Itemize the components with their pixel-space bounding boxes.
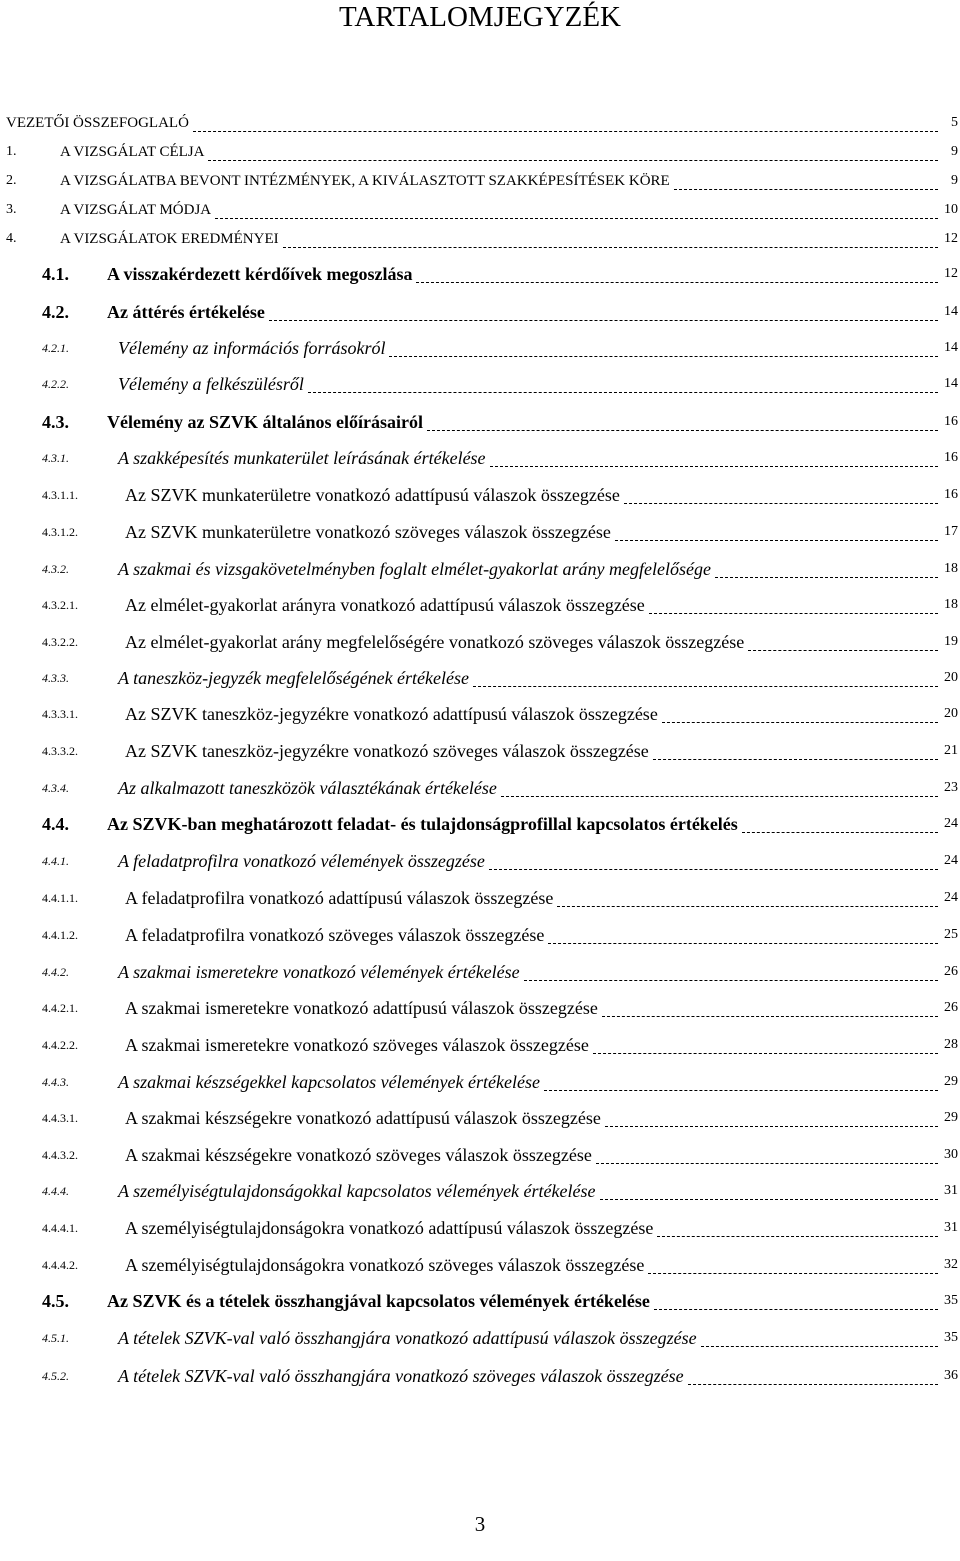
toc-entry[interactable] (0, 198, 960, 222)
toc-entry[interactable] (0, 593, 960, 617)
toc-entry[interactable] (0, 1143, 960, 1167)
toc-entry-number: 4.3.1. (42, 451, 69, 465)
toc-entry-page: 14 (944, 340, 958, 355)
toc-entry-number: 4.4.3. (42, 1075, 69, 1089)
toc-entry[interactable] (0, 1289, 960, 1313)
toc-entry-title: Az SZVK munkaterületre vonatkozó adattípusú válaszok összegzése (125, 485, 620, 505)
toc-entry-page: 24 (944, 890, 958, 905)
toc-entry-page: 10 (944, 202, 958, 217)
toc-entry-page: 18 (944, 597, 958, 612)
toc-entry-title: A VIZSGÁLATOK EREDMÉNYEI (60, 231, 279, 247)
toc-leader (748, 650, 938, 651)
toc-entry[interactable] (0, 227, 960, 251)
toc-entry[interactable] (0, 996, 960, 1020)
toc-entry-page: 19 (944, 634, 958, 649)
toc-entry[interactable] (0, 739, 960, 763)
toc-entry[interactable] (0, 300, 960, 324)
toc-entry-title: Az SZVK taneszköz-jegyzékre vonatkozó adattípusú válaszok összegzése (125, 704, 658, 724)
toc-leader (208, 160, 938, 161)
toc-leader (600, 1199, 939, 1200)
toc-entry-title: A szakképesítés munkaterület leírásának értékelése (118, 448, 486, 468)
toc-entry-title: Az SZVK taneszköz-jegyzékre vonatkozó szöveges válaszok összegzése (125, 741, 649, 761)
toc-entry-page: 32 (944, 1257, 958, 1272)
toc-entry-title: A szakmai ismeretekre vonatkozó vélemények értékelése (118, 962, 520, 982)
toc-entry-number: 4.4. (42, 814, 69, 834)
toc-entry-page: 28 (944, 1037, 958, 1052)
toc-leader (544, 1090, 938, 1091)
toc-leader (193, 131, 938, 132)
toc-entry-page: 31 (944, 1220, 958, 1235)
toc-entry[interactable] (0, 336, 960, 360)
toc-entry-title: A személyiségtulajdonságokkal kapcsolatos vélemények értékelése (118, 1181, 596, 1201)
toc-entry[interactable] (0, 1326, 960, 1350)
toc-entry-title: Az SZVK-ban meghatározott feladat- és tulajdonságprofillal kapcsolatos értékelés (107, 814, 738, 834)
toc-entry[interactable] (0, 1179, 960, 1203)
toc-leader (389, 356, 938, 357)
toc-leader (490, 466, 938, 467)
toc-entry-number: 4.4.2.1. (42, 1001, 78, 1015)
toc-entry[interactable] (0, 960, 960, 984)
toc-entry-page: 29 (944, 1074, 958, 1089)
toc-entry[interactable] (0, 410, 960, 434)
toc-entry-title: Az áttérés értékelése (107, 302, 265, 322)
toc-entry[interactable] (0, 372, 960, 396)
toc-leader (602, 1016, 938, 1017)
toc-entry-number: 4.4.4. (42, 1184, 69, 1198)
toc-leader (674, 189, 938, 190)
toc-entry-number: 4.5.1. (42, 1331, 69, 1345)
toc-leader (283, 247, 938, 248)
toc-leader (524, 980, 938, 981)
toc-entry-title: A VIZSGÁLAT MÓDJA (60, 202, 212, 218)
toc-entry-page: 35 (944, 1293, 958, 1308)
toc-entry-number: 4.2.1. (42, 341, 69, 355)
toc-entry-number: 4.3.1.1. (42, 488, 78, 502)
toc-leader (654, 1309, 938, 1310)
toc-entry[interactable] (0, 169, 960, 193)
toc-entry-title: Az alkalmazott taneszközök választékának értékelése (118, 778, 497, 798)
toc-leader (605, 1126, 938, 1127)
toc-leader (308, 392, 938, 393)
toc-entry-number: 4.3.3. (42, 671, 69, 685)
toc-entry-number: 3. (6, 202, 17, 217)
toc-entry-page: 12 (944, 266, 958, 281)
toc-leader (715, 577, 938, 578)
toc-leader (742, 832, 938, 833)
toc-entry-number: 4.3. (42, 412, 69, 432)
toc-entry-title: Az SZVK munkaterületre vonatkozó szöveges válaszok összegzése (125, 522, 611, 542)
toc-leader (215, 218, 938, 219)
toc-entry[interactable] (0, 446, 960, 470)
toc-entry-title: A szakmai és vizsgakövetelményben foglalt elmélet-gyakorlat arány megfelelősége (118, 559, 711, 579)
toc-entry[interactable] (0, 812, 960, 836)
toc-entry-number: 4.3.2.2. (42, 635, 78, 649)
toc-entry-page: 24 (944, 816, 958, 831)
toc-leader (473, 686, 938, 687)
toc-entry-number: 4.3.4. (42, 781, 69, 795)
toc-entry-page: 24 (944, 853, 958, 868)
toc-entry-page: 29 (944, 1110, 958, 1125)
toc-entry-number: 4.5. (42, 1291, 69, 1311)
toc-entry-page: 36 (944, 1368, 958, 1383)
toc-entry[interactable] (0, 923, 960, 947)
toc-leader (648, 1273, 938, 1274)
toc-entry-number: 4.3.1.2. (42, 525, 78, 539)
toc-entry-number: 4.5.2. (42, 1369, 69, 1383)
toc-entry-number: 4.4.3.1. (42, 1111, 78, 1125)
toc-leader (416, 282, 938, 283)
toc-entry-page: 9 (951, 173, 958, 188)
toc-entry-title: A visszakérdezett kérdőívek megoszlása (107, 264, 413, 284)
toc-entry-page: 23 (944, 780, 958, 795)
toc-leader (501, 796, 938, 797)
toc-entry-number: 4.1. (42, 264, 69, 284)
toc-entry[interactable] (0, 1216, 960, 1240)
toc-leader (269, 320, 938, 321)
toc-entry-number: 4.3.3.1. (42, 707, 78, 721)
toc-entry-title: A tételek SZVK-val való összhangjára vonatkozó adattípusú válaszok összegzése (118, 1328, 697, 1348)
toc-entry[interactable] (0, 262, 960, 286)
toc-entry-title: A feladatprofilra vonatkozó adattípusú válaszok összegzése (125, 888, 554, 908)
toc-entry-page: 17 (944, 524, 958, 539)
toc-entry-page: 31 (944, 1183, 958, 1198)
toc-entry-number: 4.3.3.2. (42, 744, 78, 758)
toc-entry-page: 16 (944, 414, 958, 429)
toc-leader (548, 943, 938, 944)
toc-entry-page: 26 (944, 964, 958, 979)
toc-entry-page: 21 (944, 743, 958, 758)
page-number: 3 (474, 1512, 486, 1536)
toc-entry[interactable] (0, 702, 960, 726)
toc-leader (701, 1346, 938, 1347)
toc-leader (615, 540, 938, 541)
toc-leader (688, 1384, 938, 1385)
toc-entry-number: 4.2. (42, 302, 69, 322)
toc-entry-page: 16 (944, 487, 958, 502)
toc-entry-title: A VIZSGÁLATBA BEVONT INTÉZMÉNYEK, A KIVÁLASZTOTT SZAKKÉPESÍTÉSEK KÖRE (60, 173, 670, 189)
toc-entry[interactable] (0, 630, 960, 654)
toc-entry[interactable] (0, 520, 960, 544)
toc-entry-title: A személyiségtulajdonságokra vonatkozó adattípusú válaszok összegzése (125, 1218, 654, 1238)
toc-entry-number: 4. (6, 231, 17, 246)
toc-entry-page: 14 (944, 376, 958, 391)
toc-entry-number: 4.3.2. (42, 562, 69, 576)
toc-entry-page: 20 (944, 706, 958, 721)
toc-entry-title: A VIZSGÁLAT CÉLJA (60, 144, 205, 160)
toc-leader (596, 1163, 938, 1164)
toc-entry-number: 4.4.2. (42, 965, 69, 979)
toc-entry-number: 4.2.2. (42, 377, 69, 391)
toc-entry-number: 4.4.4.1. (42, 1221, 78, 1235)
toc-entry-title: A szakmai készségekkel kapcsolatos vélemények értékelése (118, 1072, 540, 1092)
toc-entry-page: 25 (944, 927, 958, 942)
toc-leader (557, 906, 938, 907)
toc-entry-page: 9 (951, 144, 958, 159)
toc-entry-title: A feladatprofilra vonatkozó szöveges válaszok összegzése (125, 925, 545, 945)
toc-entry-title: Az SZVK és a tételek összhangjával kapcsolatos vélemények értékelése (107, 1291, 650, 1311)
toc-entry[interactable] (0, 1253, 960, 1277)
toc-entry-title: Vélemény az információs forrásokról (118, 338, 386, 358)
toc-entry-title: Vélemény a felkészülésről (118, 374, 304, 394)
toc-entry-number: 1. (6, 144, 17, 159)
toc-leader (662, 722, 938, 723)
toc-entry-number: 4.3.2.1. (42, 598, 78, 612)
toc-entry-page: 30 (944, 1147, 958, 1162)
toc-entry[interactable] (0, 886, 960, 910)
toc-leader (593, 1053, 938, 1054)
toc-entry-title: A szakmai ismeretekre vonatkozó adattípusú válaszok összegzése (125, 998, 598, 1018)
toc-entry[interactable] (0, 111, 960, 135)
toc-entry-title: A szakmai készségekre vonatkozó adattípusú válaszok összegzése (125, 1108, 601, 1128)
toc-entry[interactable] (0, 1033, 960, 1057)
toc-entry-title: A szakmai készségekre vonatkozó szöveges válaszok összegzése (125, 1145, 592, 1165)
toc-entry-title: A szakmai ismeretekre vonatkozó szöveges válaszok összegzése (125, 1035, 589, 1055)
toc-entry-number: 4.4.1.1. (42, 891, 78, 905)
page-title: TARTALOMJEGYZÉK (339, 1, 621, 33)
toc-entry-title: Az elmélet-gyakorlat arány megfelelőségére vonatkozó szöveges válaszok összegzése (125, 632, 745, 652)
toc-leader (649, 613, 938, 614)
toc-entry-number: 4.4.4.2. (42, 1258, 78, 1272)
toc-entry-title: A személyiségtulajdonságokra vonatkozó szöveges válaszok összegzése (125, 1255, 645, 1275)
toc-leader (657, 1236, 938, 1237)
toc-entry[interactable] (0, 140, 960, 164)
toc-entry[interactable] (0, 557, 960, 581)
toc-entry-title: Az elmélet-gyakorlat arányra vonatkozó adattípusú válaszok összegzése (125, 595, 645, 615)
toc-entry-number: 4.4.2.2. (42, 1038, 78, 1052)
toc-entry-title: A feladatprofilra vonatkozó vélemények összegzése (118, 851, 485, 871)
toc-entry[interactable] (0, 849, 960, 873)
toc-entry-page: 12 (944, 231, 958, 246)
toc-entry-page: 18 (944, 561, 958, 576)
toc-leader (624, 503, 938, 504)
toc-entry[interactable] (0, 483, 960, 507)
toc-entry-number: 4.4.1. (42, 854, 69, 868)
toc-leader (653, 759, 938, 760)
toc-entry-number: 4.4.3.2. (42, 1148, 78, 1162)
toc-entry-number: 2. (6, 173, 17, 188)
toc-entry-title: VEZETŐI ÖSSZEFOGLALÓ (6, 115, 189, 131)
toc-entry-page: 20 (944, 670, 958, 685)
toc-entry[interactable] (0, 1070, 960, 1094)
toc-entry[interactable] (0, 1364, 960, 1388)
toc-leader (427, 430, 938, 431)
toc-entry-page: 5 (951, 115, 958, 130)
toc-entry-title: A tételek SZVK-val való összhangjára vonatkozó szöveges válaszok összegzése (118, 1366, 684, 1386)
toc-entry-page: 26 (944, 1000, 958, 1015)
toc-entry[interactable] (0, 666, 960, 690)
toc-entry-title: A taneszköz-jegyzék megfelelőségének értékelése (118, 668, 469, 688)
toc-leader (489, 869, 938, 870)
toc-entry-number: 4.4.1.2. (42, 928, 78, 942)
toc-entry[interactable] (0, 776, 960, 800)
toc-entry-page: 35 (944, 1330, 958, 1345)
toc-entry[interactable] (0, 1106, 960, 1130)
toc-entry-page: 14 (944, 304, 958, 319)
toc-entry-title: Vélemény az SZVK általános előírásairól (107, 412, 423, 432)
toc-entry-page: 16 (944, 450, 958, 465)
